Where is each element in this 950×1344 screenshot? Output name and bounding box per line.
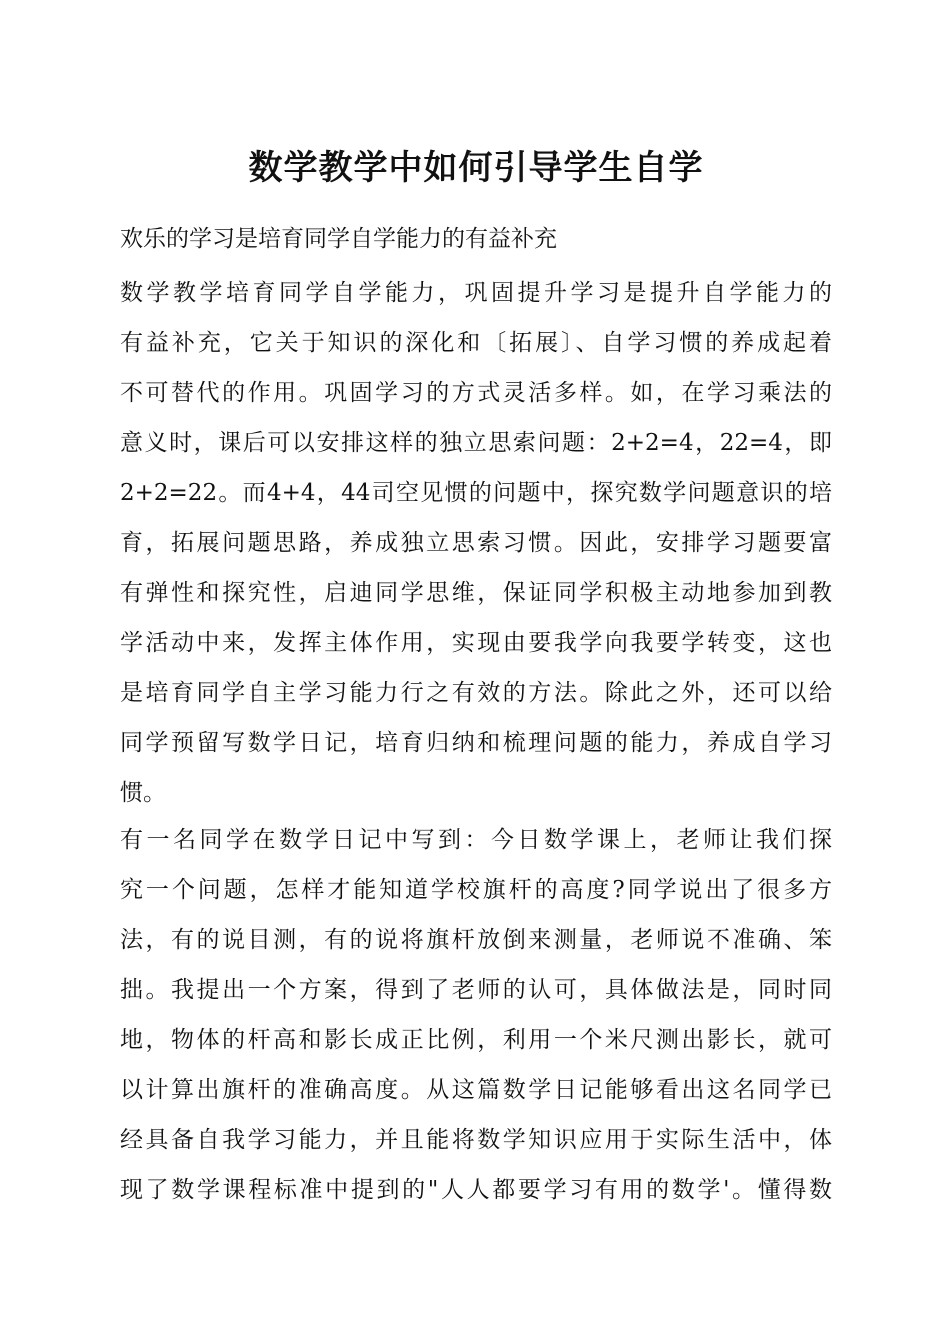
text-line: 惯。: [120, 780, 166, 806]
paragraph-2: [120, 815, 832, 1215]
text-line: 以计算出旗杆的准确高度。从这篇数学日记能够看出这名同学已: [120, 1077, 832, 1103]
text-line: 同学预留写数学日记，培育归纳和梳理问题的能力，养成自学习: [120, 730, 832, 756]
text-line: 现了数学课程标准中提到的"人人都要学习有用的数学'。懂得数: [120, 1177, 832, 1203]
text-line: 究一个问题，怎样才能知道学校旗杆的高度?同学说出了很多方: [120, 877, 832, 903]
text-line: 不可替代的作用。巩固学习的方式灵活多样。如，在学习乘法的: [120, 380, 832, 406]
text-line: 是培育同学自主学习能力行之有效的方法。除此之外，还可以给: [120, 680, 832, 706]
text-line: 学活动中来，发挥主体作用，实现由要我学向我要学转变，这也: [120, 630, 832, 656]
text-line: 拙。我提出一个方案，得到了老师的认可，具体做法是，同时同: [120, 977, 832, 1003]
text-line: 育，拓展问题思路，养成独立思索习惯。因此，安排学习题要富: [120, 530, 832, 556]
text-line: 意义时，课后可以安排这样的独立思索问题：2+2=4，22=4，即: [120, 430, 832, 456]
text-line: 有一名同学在数学日记中写到：今日数学课上，老师让我们探: [120, 827, 832, 853]
text-line: 有益补充，它关于知识的深化和〔拓展〕、自学习惯的养成起着: [120, 330, 832, 356]
paragraph-1: [120, 268, 832, 818]
text-line: 经具备自我学习能力，并且能将数学知识应用于实际生活中，体: [120, 1127, 832, 1153]
text-line: 地，物体的杆高和影长成正比例，利用一个米尺测出影长，就可: [120, 1027, 832, 1053]
document-subtitle: 欢乐的学习是培育同学自学能力的有益补充: [120, 226, 557, 252]
text-line: 法，有的说目测，有的说将旗杆放倒来测量，老师说不准确、笨: [120, 927, 832, 953]
text-line: 数学教学培育同学自学能力，巩固提升学习是提升自学能力的: [120, 280, 832, 306]
text-line: 2+2=22。而4+4，44司空见惯的问题中，探究数学问题意识的培: [120, 480, 832, 506]
page-title: 数学教学中如何引导学生自学: [248, 148, 704, 188]
text-line: 有弹性和探究性，启迪同学思维，保证同学积极主动地参加到教: [120, 580, 832, 606]
